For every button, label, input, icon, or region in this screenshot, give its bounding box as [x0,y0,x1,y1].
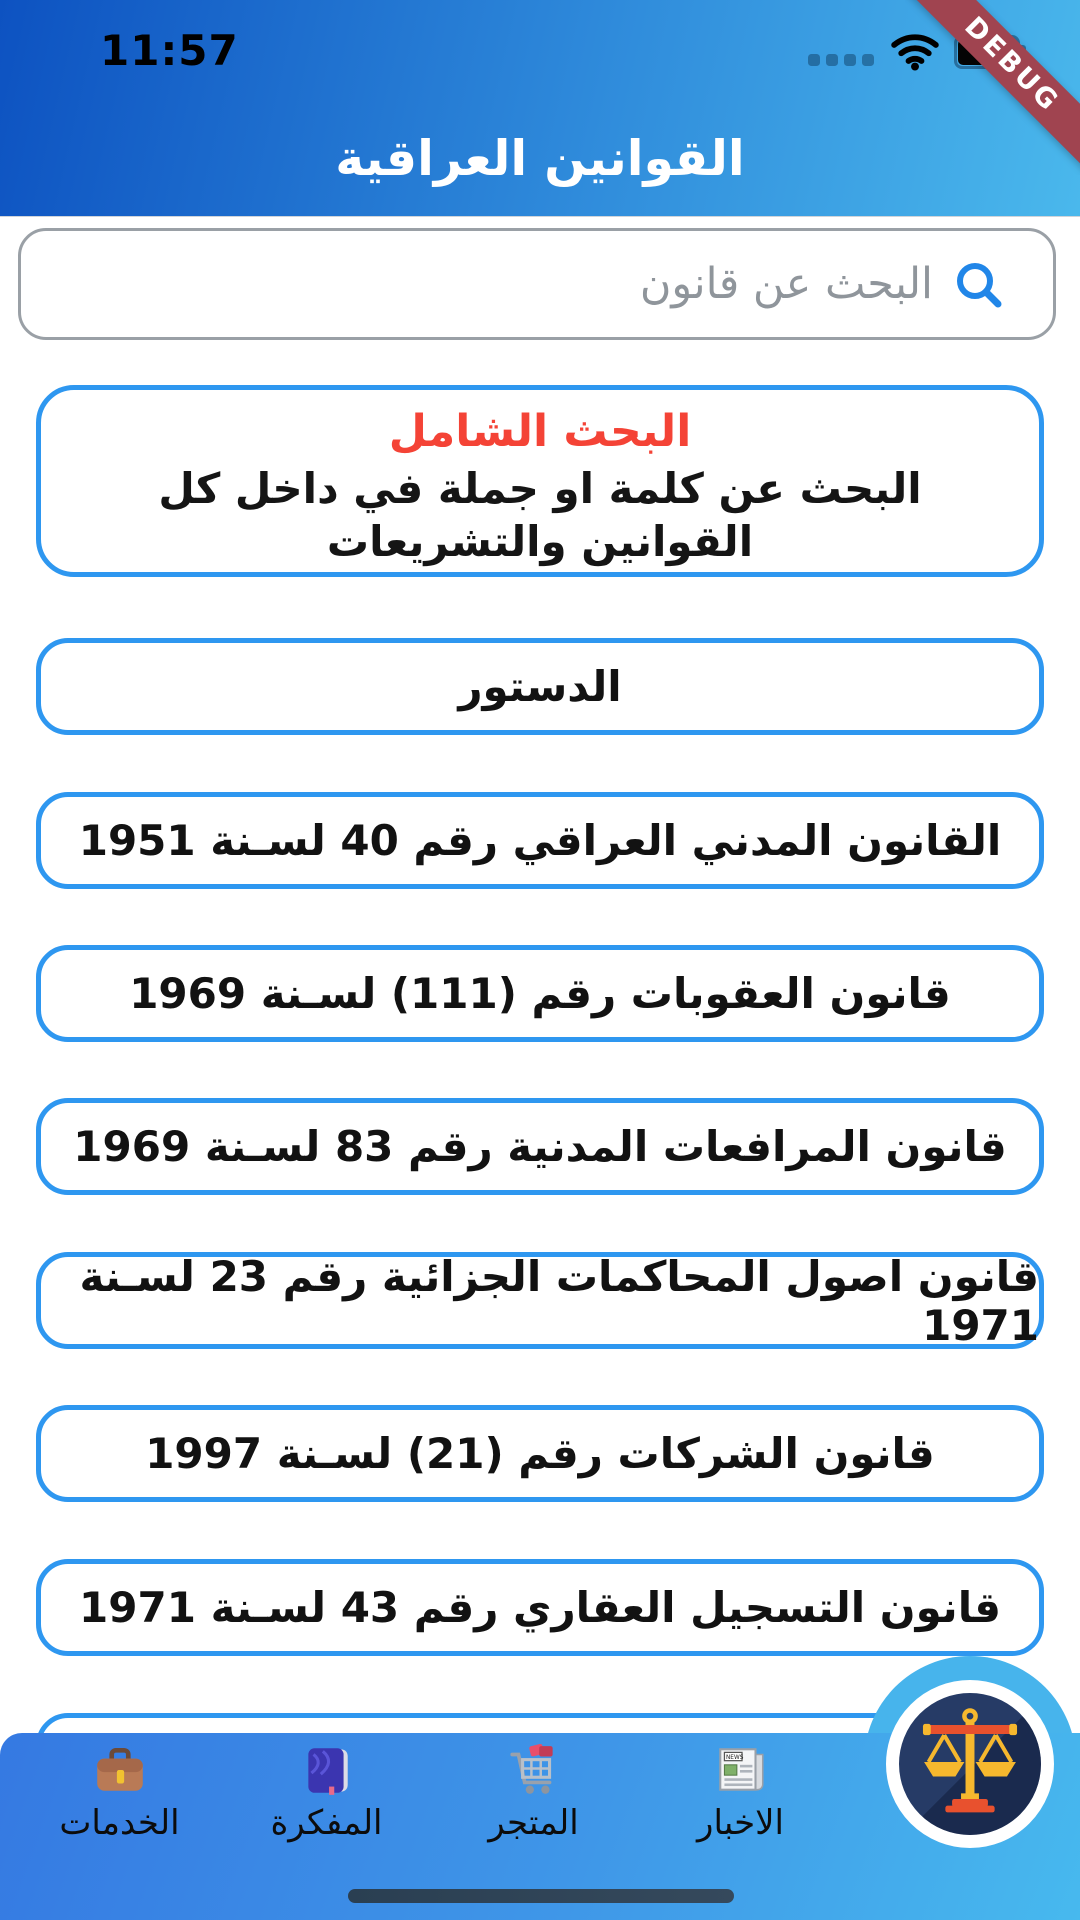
law-button-criminal-procedure[interactable] [36,1252,1044,1349]
law-button-penal-code[interactable] [36,945,1044,1042]
law-button-label: الدستور [458,662,622,711]
law-button-constitution[interactable] [36,638,1044,735]
nav-item-store[interactable] [430,1741,637,1843]
status-icons [808,30,1020,74]
law-button-civil-code[interactable] [36,792,1044,889]
search-icon [951,257,1007,313]
law-button-label: القانون المدني العراقي رقم 40 لسـنة 1951 [78,816,1002,865]
global-search-card[interactable] [36,385,1044,577]
nav-label-news: الاخبار [697,1803,784,1843]
status-time: 11:57 [100,26,239,75]
page-title: القوانين العراقية [335,130,745,187]
law-button-companies-law[interactable] [36,1405,1044,1502]
briefcase-icon [91,1741,149,1799]
global-search-card-title: البحث الشامل [388,406,692,457]
notebook-icon [298,1741,356,1799]
nav-item-news[interactable] [637,1741,844,1843]
law-button-label: قانون العقوبات رقم (111) لسـنة 1969 [129,969,951,1018]
scales-of-justice-icon [914,1706,1026,1818]
nav-item-notebook[interactable] [223,1741,430,1843]
newspaper-icon [712,1741,770,1799]
law-button-civil-procedure[interactable] [36,1098,1044,1195]
nav-item-services[interactable] [16,1741,223,1843]
home-indicator[interactable] [348,1889,734,1903]
search-input[interactable] [21,231,1053,337]
wifi-icon [890,33,940,71]
cellular-signal-icon [808,54,874,66]
law-button-label: قانون اصول المحاكمات الجزائية رقم 23 لسـنة 1971 [79,1251,1039,1350]
bottom-nav-items [16,1741,844,1843]
law-button-label: قانون الشركات رقم (21) لسـنة 1997 [145,1429,935,1478]
laws-fab-button[interactable] [886,1680,1054,1848]
debug-ribbon: DEBUG [905,0,1080,174]
cart-icon [505,1741,563,1799]
svg-text:NEWS: NEWS [725,1755,743,1762]
search-box [18,228,1056,340]
nav-label-services: الخدمات [59,1803,180,1843]
global-search-card-description: البحث عن كلمة او جملة في داخل كل القوانين والتشريعات [158,464,922,566]
law-button-label: قانون المرافعات المدنية رقم 83 لسـنة 1969 [73,1122,1007,1171]
app-header [0,0,1080,217]
nav-label-store: المتجر [488,1803,579,1843]
law-button-label: قانون التسجيل العقاري رقم 43 لسـنة 1971 [79,1583,1001,1632]
battery-icon [954,35,1020,69]
nav-label-notebook: المفكرة [270,1803,383,1843]
law-button-real-estate-registration[interactable] [36,1559,1044,1656]
